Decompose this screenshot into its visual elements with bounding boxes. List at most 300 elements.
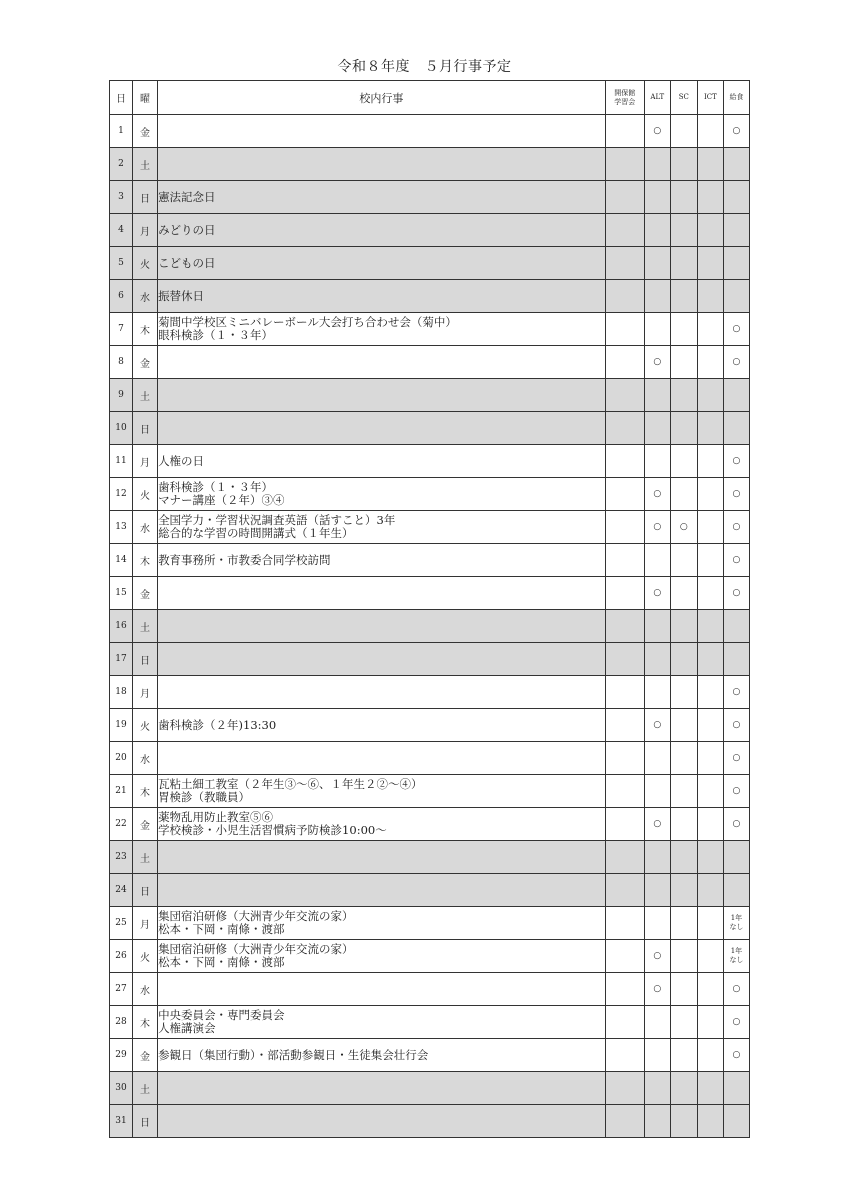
event-text: 薬物乱用防止教室⑤⑥	[158, 810, 274, 824]
ict-cell	[697, 1072, 723, 1105]
event-text: 松本・下岡・南條・渡部	[158, 955, 285, 969]
event-text: 学校検診・小児生活習慣病予防検診10:00～	[158, 823, 387, 837]
sc-cell	[670, 808, 697, 841]
ict-cell	[697, 544, 723, 577]
lunch-mark: ○	[732, 819, 741, 829]
ict-cell	[697, 676, 723, 709]
lunch-cell	[723, 1072, 749, 1105]
sc-cell	[670, 973, 697, 1006]
events-cell	[158, 1105, 606, 1138]
weekday-cell: 日	[133, 874, 158, 907]
day-cell: 26	[110, 940, 133, 973]
kaiho-cell	[605, 148, 644, 181]
header-sc: SC	[670, 81, 697, 115]
lunch-cell	[723, 775, 749, 808]
table-row	[110, 379, 750, 412]
page-title: 令和８年度 ５月行事予定	[337, 59, 512, 75]
events-cell	[158, 115, 606, 148]
ict-cell	[697, 313, 723, 346]
events-cell	[158, 907, 606, 940]
table-row	[110, 973, 750, 1006]
sc-cell	[670, 577, 697, 610]
sc-cell: ○	[670, 511, 697, 544]
day-cell: 7	[110, 313, 133, 346]
alt-cell	[644, 412, 670, 445]
kaiho-cell	[605, 643, 644, 676]
sc-cell	[670, 1072, 697, 1105]
ict-cell	[697, 973, 723, 1006]
day-cell: 9	[110, 379, 133, 412]
events-cell	[158, 775, 606, 808]
event-text: 菊間中学校区ミニバレーボール大会打ち合わせ会（菊中）	[158, 315, 457, 329]
alt-cell	[644, 610, 670, 643]
kaiho-cell	[605, 379, 644, 412]
weekday-cell: 火	[133, 940, 158, 973]
lunch-cell	[723, 1039, 749, 1072]
kaiho-cell	[605, 412, 644, 445]
sc-cell	[670, 346, 697, 379]
ict-cell	[697, 610, 723, 643]
lunch-cell	[723, 874, 749, 907]
table-row	[110, 742, 750, 775]
weekday-cell: 日	[133, 412, 158, 445]
table-row	[110, 280, 750, 313]
ict-cell	[697, 577, 723, 610]
ict-cell	[697, 742, 723, 775]
sc-cell	[670, 841, 697, 874]
events-cell	[158, 445, 606, 478]
event-text: こどもの日	[158, 255, 216, 270]
day-cell: 31	[110, 1105, 133, 1138]
kaiho-cell	[605, 115, 644, 148]
kaiho-cell	[605, 775, 644, 808]
alt-cell: ○	[644, 973, 670, 1006]
sc-cell	[670, 874, 697, 907]
alt-cell: ○	[644, 808, 670, 841]
events-cell	[158, 412, 606, 445]
sc-cell	[670, 709, 697, 742]
kaiho-cell	[605, 181, 644, 214]
events-cell	[158, 973, 606, 1006]
alt-cell	[644, 676, 670, 709]
sc-cell	[670, 1006, 697, 1039]
kaiho-cell	[605, 1105, 644, 1138]
table-row	[110, 313, 750, 346]
sc-cell	[670, 247, 697, 280]
lunch-mark: ○	[732, 1017, 741, 1027]
lunch-mark: ○	[732, 753, 741, 763]
lunch-mark: ○	[732, 126, 741, 136]
header-kaiho-label: 開保館 学習会	[614, 88, 636, 106]
alt-cell	[644, 181, 670, 214]
header-day: 日	[110, 81, 133, 115]
sc-cell	[670, 412, 697, 445]
table-row	[110, 148, 750, 181]
day-cell: 21	[110, 775, 133, 808]
lunch-cell	[723, 742, 749, 775]
weekday-cell: 月	[133, 907, 158, 940]
kaiho-cell	[605, 478, 644, 511]
weekday-cell: 月	[133, 676, 158, 709]
events-cell	[158, 1039, 606, 1072]
lunch-cell	[723, 643, 749, 676]
sc-cell	[670, 775, 697, 808]
event-text: 全国学力・学習状況調査英語（話すこと）3年	[158, 513, 396, 527]
table-row	[110, 610, 750, 643]
lunch-cell	[723, 973, 749, 1006]
lunch-cell	[723, 610, 749, 643]
header-alt: ALT	[644, 81, 670, 115]
events-cell	[158, 511, 606, 544]
day-cell: 5	[110, 247, 133, 280]
event-text: 中央委員会・専門委員会	[158, 1008, 285, 1022]
sc-cell	[670, 1039, 697, 1072]
events-cell	[158, 346, 606, 379]
events-cell	[158, 577, 606, 610]
day-cell: 28	[110, 1006, 133, 1039]
ict-cell	[697, 1006, 723, 1039]
lunch-cell	[723, 478, 749, 511]
header-kaiho	[605, 81, 644, 115]
lunch-cell	[723, 379, 749, 412]
alt-cell	[644, 1105, 670, 1138]
alt-cell	[644, 775, 670, 808]
header-weekday: 曜	[133, 81, 158, 115]
lunch-mark: ○	[732, 720, 741, 730]
events-cell	[158, 280, 606, 313]
day-cell: 18	[110, 676, 133, 709]
event-text: 集団宿泊研修（大洲青少年交流の家）	[158, 942, 354, 956]
kaiho-cell	[605, 247, 644, 280]
alt-cell	[644, 643, 670, 676]
lunch-cell	[723, 511, 749, 544]
lunch-mark: ○	[732, 555, 741, 565]
day-cell: 27	[110, 973, 133, 1006]
table-row	[110, 544, 750, 577]
lunch-cell	[723, 181, 749, 214]
day-cell: 1	[110, 115, 133, 148]
day-cell: 20	[110, 742, 133, 775]
lunch-cell	[723, 841, 749, 874]
events-cell	[158, 808, 606, 841]
alt-cell	[644, 907, 670, 940]
weekday-cell: 金	[133, 577, 158, 610]
day-cell: 15	[110, 577, 133, 610]
alt-cell	[644, 841, 670, 874]
alt-cell	[644, 148, 670, 181]
ict-cell	[697, 940, 723, 973]
table-row	[110, 247, 750, 280]
kaiho-cell	[605, 577, 644, 610]
events-cell	[158, 940, 606, 973]
weekday-cell: 土	[133, 1072, 158, 1105]
sc-cell	[670, 214, 697, 247]
ict-cell	[697, 181, 723, 214]
lunch-cell	[723, 445, 749, 478]
lunch-cell	[723, 1006, 749, 1039]
events-cell	[158, 148, 606, 181]
ict-cell	[697, 907, 723, 940]
weekday-cell: 水	[133, 973, 158, 1006]
table-row	[110, 940, 750, 973]
alt-cell: ○	[644, 577, 670, 610]
ict-cell	[697, 709, 723, 742]
alt-cell	[644, 379, 670, 412]
events-cell	[158, 1072, 606, 1105]
table-row	[110, 643, 750, 676]
sc-cell	[670, 115, 697, 148]
ict-cell	[697, 379, 723, 412]
day-cell: 4	[110, 214, 133, 247]
kaiho-cell	[605, 907, 644, 940]
day-cell: 2	[110, 148, 133, 181]
sc-cell	[670, 1105, 697, 1138]
header-row	[110, 81, 750, 115]
event-text: 総合的な学習の時間開講式（１年生）	[158, 526, 354, 540]
alt-cell	[644, 313, 670, 346]
weekday-cell: 木	[133, 544, 158, 577]
schedule-body	[110, 115, 750, 1138]
lunch-mark: ○	[732, 324, 741, 334]
sc-cell	[670, 907, 697, 940]
ict-cell	[697, 808, 723, 841]
event-text: 振替休日	[158, 288, 205, 303]
ict-cell	[697, 346, 723, 379]
event-text: 松本・下岡・南條・渡部	[158, 922, 285, 936]
kaiho-cell	[605, 940, 644, 973]
event-text: 瓦粘土細工教室（２年生③～⑥、１年生２②～④）	[158, 777, 423, 791]
ict-cell	[697, 775, 723, 808]
day-cell: 23	[110, 841, 133, 874]
kaiho-cell	[605, 1072, 644, 1105]
weekday-cell: 水	[133, 742, 158, 775]
table-row	[110, 1072, 750, 1105]
lunch-mark: ○	[732, 489, 741, 499]
lunch-mark: ○	[732, 588, 741, 598]
kaiho-cell	[605, 610, 644, 643]
weekday-cell: 金	[133, 808, 158, 841]
event-text: 人権講演会	[158, 1021, 216, 1035]
events-cell	[158, 214, 606, 247]
event-text: 胃検診（教職員）	[158, 790, 251, 804]
lunch-mark: ○	[732, 687, 741, 697]
ict-cell	[697, 214, 723, 247]
event-text: 歯科検診（１・３年）	[158, 480, 274, 494]
lunch-cell	[723, 346, 749, 379]
sc-cell	[670, 445, 697, 478]
lunch-cell	[723, 709, 749, 742]
alt-cell: ○	[644, 511, 670, 544]
kaiho-cell	[605, 280, 644, 313]
weekday-cell: 木	[133, 1006, 158, 1039]
schedule-table	[109, 80, 750, 1138]
lunch-cell	[723, 412, 749, 445]
table-row	[110, 1006, 750, 1039]
alt-cell: ○	[644, 115, 670, 148]
lunch-cell	[723, 808, 749, 841]
events-cell	[158, 709, 606, 742]
table-row	[110, 346, 750, 379]
table-row	[110, 115, 750, 148]
kaiho-cell	[605, 841, 644, 874]
day-cell: 22	[110, 808, 133, 841]
weekday-cell: 火	[133, 478, 158, 511]
weekday-cell: 金	[133, 346, 158, 379]
table-row	[110, 907, 750, 940]
day-cell: 13	[110, 511, 133, 544]
day-cell: 10	[110, 412, 133, 445]
lunch-cell	[723, 280, 749, 313]
ict-cell	[697, 478, 723, 511]
weekday-cell: 土	[133, 610, 158, 643]
day-cell: 19	[110, 709, 133, 742]
alt-cell: ○	[644, 478, 670, 511]
kaiho-cell	[605, 1006, 644, 1039]
kaiho-cell	[605, 874, 644, 907]
alt-cell	[644, 280, 670, 313]
lunch-mark: ○	[732, 456, 741, 466]
ict-cell	[697, 280, 723, 313]
ict-cell	[697, 1039, 723, 1072]
sc-cell	[670, 379, 697, 412]
weekday-cell: 火	[133, 709, 158, 742]
event-text: 眼科検診（１・３年）	[158, 328, 274, 342]
weekday-cell: 火	[133, 247, 158, 280]
table-row	[110, 445, 750, 478]
event-text: 憲法記念日	[158, 189, 216, 204]
events-cell	[158, 841, 606, 874]
lunch-cell	[723, 214, 749, 247]
ict-cell	[697, 643, 723, 676]
ict-cell	[697, 511, 723, 544]
day-cell: 8	[110, 346, 133, 379]
kaiho-cell	[605, 1039, 644, 1072]
event-text: 教育事務所・市教委合同学校訪問	[158, 552, 331, 567]
table-row	[110, 214, 750, 247]
ict-cell	[697, 148, 723, 181]
header-ict: ICT	[697, 81, 723, 115]
lunch-mark: ○	[732, 786, 741, 796]
lunch-cell	[723, 313, 749, 346]
kaiho-cell	[605, 742, 644, 775]
ict-cell	[697, 874, 723, 907]
table-row	[110, 808, 750, 841]
kaiho-cell	[605, 511, 644, 544]
weekday-cell: 木	[133, 313, 158, 346]
day-cell: 29	[110, 1039, 133, 1072]
ict-cell	[697, 841, 723, 874]
event-text: マナー講座（２年）③④	[158, 493, 285, 507]
events-cell	[158, 313, 606, 346]
alt-cell: ○	[644, 346, 670, 379]
event-text: みどりの日	[158, 222, 216, 237]
events-cell	[158, 478, 606, 511]
events-cell	[158, 676, 606, 709]
table-row	[110, 181, 750, 214]
weekday-cell: 月	[133, 214, 158, 247]
table-row	[110, 511, 750, 544]
alt-cell	[644, 742, 670, 775]
weekday-cell: 日	[133, 1105, 158, 1138]
kaiho-cell	[605, 709, 644, 742]
kaiho-cell	[605, 973, 644, 1006]
events-cell	[158, 610, 606, 643]
kaiho-cell	[605, 214, 644, 247]
sc-cell	[670, 280, 697, 313]
alt-cell	[644, 247, 670, 280]
lunch-cell	[723, 544, 749, 577]
alt-cell	[644, 544, 670, 577]
header-lunch: 給食	[723, 81, 749, 115]
alt-cell	[644, 1039, 670, 1072]
events-cell	[158, 742, 606, 775]
weekday-cell: 土	[133, 841, 158, 874]
sc-cell	[670, 676, 697, 709]
lunch-mark: ○	[732, 357, 741, 367]
table-row	[110, 478, 750, 511]
weekday-cell: 日	[133, 181, 158, 214]
day-cell: 17	[110, 643, 133, 676]
sc-cell	[670, 181, 697, 214]
day-cell: 12	[110, 478, 133, 511]
events-cell	[158, 1006, 606, 1039]
table-row	[110, 676, 750, 709]
table-row	[110, 1105, 750, 1138]
lunch-mark: ○	[732, 522, 741, 532]
weekday-cell: 水	[133, 280, 158, 313]
day-cell: 3	[110, 181, 133, 214]
ict-cell	[697, 445, 723, 478]
kaiho-cell	[605, 544, 644, 577]
lunch-cell	[723, 907, 749, 940]
lunch-cell	[723, 577, 749, 610]
lunch-cell	[723, 940, 749, 973]
ict-cell	[697, 115, 723, 148]
day-cell: 16	[110, 610, 133, 643]
table-row	[110, 709, 750, 742]
day-cell: 11	[110, 445, 133, 478]
ict-cell	[697, 412, 723, 445]
table-row	[110, 841, 750, 874]
lunch-cell	[723, 148, 749, 181]
events-cell	[158, 181, 606, 214]
day-cell: 6	[110, 280, 133, 313]
weekday-cell: 月	[133, 445, 158, 478]
weekday-cell: 木	[133, 775, 158, 808]
events-cell	[158, 544, 606, 577]
lunch-mark: ○	[732, 1050, 741, 1060]
weekday-cell: 土	[133, 148, 158, 181]
sc-cell	[670, 478, 697, 511]
events-cell	[158, 379, 606, 412]
kaiho-cell	[605, 313, 644, 346]
lunch-mark: 1年 なし	[729, 914, 744, 931]
ict-cell	[697, 1105, 723, 1138]
lunch-mark: ○	[732, 984, 741, 994]
lunch-cell	[723, 247, 749, 280]
day-cell: 25	[110, 907, 133, 940]
alt-cell	[644, 445, 670, 478]
sc-cell	[670, 940, 697, 973]
alt-cell	[644, 1006, 670, 1039]
events-cell	[158, 643, 606, 676]
kaiho-cell	[605, 808, 644, 841]
kaiho-cell	[605, 445, 644, 478]
events-cell	[158, 874, 606, 907]
weekday-cell: 土	[133, 379, 158, 412]
event-text: 集団宿泊研修（大洲青少年交流の家）	[158, 909, 354, 923]
ict-cell	[697, 247, 723, 280]
